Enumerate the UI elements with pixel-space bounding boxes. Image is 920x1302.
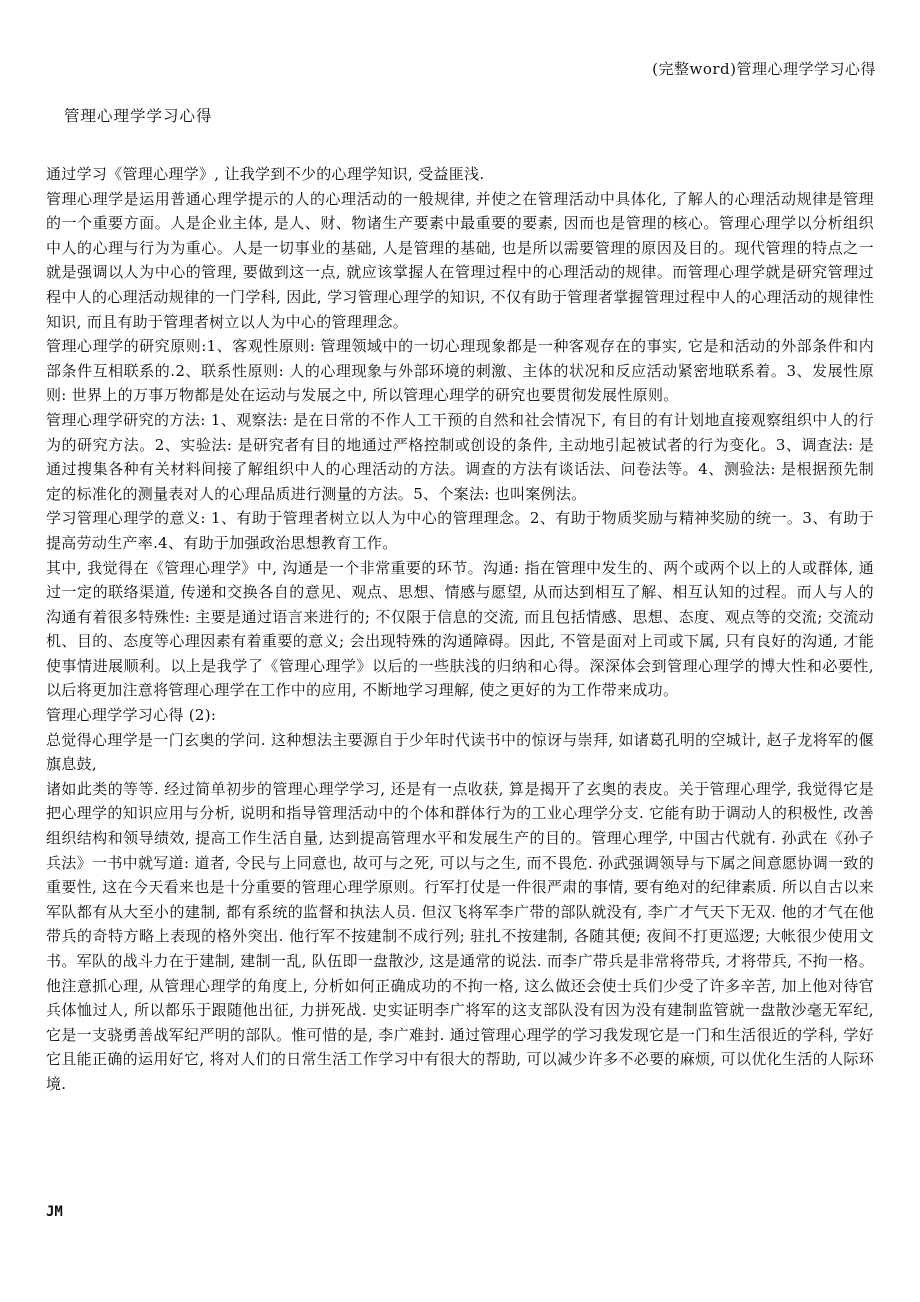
- paragraph: 通过学习《管理心理学》, 让我学到不少的心理学知识, 受益匪浅.: [46, 165, 485, 183]
- page-footer: JM: [46, 1204, 63, 1220]
- section-heading: 管理心理学学习心得 (2):: [46, 706, 217, 725]
- paragraph: 诸如此类的等等. 经过简单初步的管理心理学学习, 还是有一点收获, 算是揭开了玄奥的表皮。关于管理心理学, 我觉得它是把心理学的知识应用与分析, 说明和指导管理活动中的个体和群体行为的工业心理学分支. 它能有助于调动人的积极性, 改善组织结构和领导绩效, 提高工作生活自量, 达到提高管理水平和发展生产的目的。管理心理学, 中国古代就有. 孙武在《孙子兵法》一书中就写道: 道者, 令民与上同意也, 故可与之死, 可以与之生, 而不畏危. 孙武强调领导与下属之间意愿协调一致的重要性, 这在今天看来也是十分重要的管理心理学原则。行军打仗是一件很严肃的事情, 要有绝对的纪律素质. 所以自古以来军队都有从大至小的建制, 都有系统的监督和执法人员. 但汉飞将军李广带的部队就没有, 李广才气天下无双. 他的才气在他带兵的奇特方略上表现的格外突出. 他行军不按建制不成行列; 驻扎不按建制, 各随其便; 夜间不打更巡逻; 大帐很少使用文书。军队的战斗力在于建制, 建制一乱, 队伍即一盘散沙, 这是通常的说法. 而李广带兵是非常将带兵, 才将带兵, 不拘一格。他注意抓心理, 从管理心理学的角度上, 分析如何正确成功的不拘一格, 这么做还会使士兵们少受了许多辛苦, 加上他对待官兵体恤过人, 所以都乐于跟随他出征, 力拼死战. 史实证明李广将军的这支部队没有因为没有建制监管就一盘散沙毫无军纪, 它是一支骁勇善战军纪严明的部队。惟可惜的是, 李广难封. 通过管理心理学的学习我发现它是一门和生活很近的学科, 学好它且能正确的运用好它, 将对人们的日常生活工作学习中有很大的帮助, 可以减少许多不必要的麻烦, 可以优化生活的人际环境.: [46, 779, 874, 1093]
- paragraph: 学习管理心理学的意义: 1、有助于管理者树立以人为中心的管理理念。2、有助于物质奖励与精神奖励的统一。3、有助于提高劳动生产率.4、有助于加强政治思想教育工作。: [46, 509, 874, 552]
- paragraph: 总觉得心理学是一门玄奥的学问. 这种想法主要源自于少年时代读书中的惊讶与崇拜, 如诸葛孔明的空城计, 赵子龙将军的偃旗息鼓,: [46, 730, 874, 774]
- paragraph: 管理心理学研究的方法: 1、观察法: 是在日常的不作人工干预的自然和社会情况下, 有目的有计划地直接观察组织中人的行为的研究方法。2、实验法: 是研究者有目的地通过严格控制或创设的条件, 主动地引起被试者的行为变化。3、调查法: 是通过搜集各种有关材料间接了解组织中人的心理活动的方法。调查的方法有谈话法、问卷法等。4、测验法: 是根据预先制定的标准化的测量表对人的心理品质进行测量的方法。5、个案法: 也叫案例法。: [46, 410, 874, 503]
- page-header: (完整word)管理心理学学习心得: [652, 60, 876, 78]
- document-body: [46, 162, 874, 1097]
- paragraph: 其中, 我觉得在《管理心理学》中, 沟通是一个非常重要的环节。沟通: 指在管理中发生的、两个或两个以上的人或群体, 通过一定的联络渠道, 传递和交换各自的意见、观点、思想、情感与愿望, 从而达到相互了解、相互认知的过程。而人与人的沟通有着很多特殊性: 主要是通过语言来进行的; 不仅限于信息的交流, 而且包括情感、思想、态度、观点等的交流; 交流动机、目的、态度等心理因素有着重要的意义; 会出现特殊的沟通障碍。因此, 不管是面对上司或下属, 只有良好的沟通, 才能使事情进展顺利。以上是我学了《管理心理学》以后的一些肤浅的归纳和心得。深深体会到管理心理学的博大性和必要性, 以后将更加注意将管理心理学在工作中的应用, 不断地学习理解, 使之更好的为工作带来成功。: [46, 558, 874, 700]
- paragraph: 管理心理学的研究原则:1、客观性原则: 管理领域中的一切心理现象都是一种客观存在的事实, 它是和活动的外部条件和内部条件互相联系的.2、联系性原则: 人的心理现象与外部环境的刺激、主体的状况和反应活动紧密地联系着。3、发展性原则: 世界上的万事万物都是处在运动与发展之中, 所以管理心理学的研究也要贯彻发展性原则。: [46, 337, 874, 405]
- paragraph: 管理心理学是运用普通心理学提示的人的心理活动的一般规律, 并使之在管理活动中具体化, 了解人的心理活动规律是管理的一个重要方面。人是企业主体, 是人、财、物诸生产要素中最重要的要素, 因而也是管理的核心。管理心理学以分析组织中人的心理与行为为重心。人是一切事业的基础, 人是管理的基础, 也是所以需要管理的原因及目的。现代管理的特点之一就是强调以人为中心的管理, 要做到这一点, 就应该掌握人在管理过程中的心理活动的规律。而管理心理学就是研究管理过程中人的心理活动规律的一门学科, 因此, 学习管理心理学的知识, 不仅有助于管理者掌握管理过程中人的心理活动的规律性知识, 而且有助于管理者树立以人为中心的管理理念。: [46, 189, 874, 331]
- document-title: 管理心理学学习心得: [64, 107, 213, 125]
